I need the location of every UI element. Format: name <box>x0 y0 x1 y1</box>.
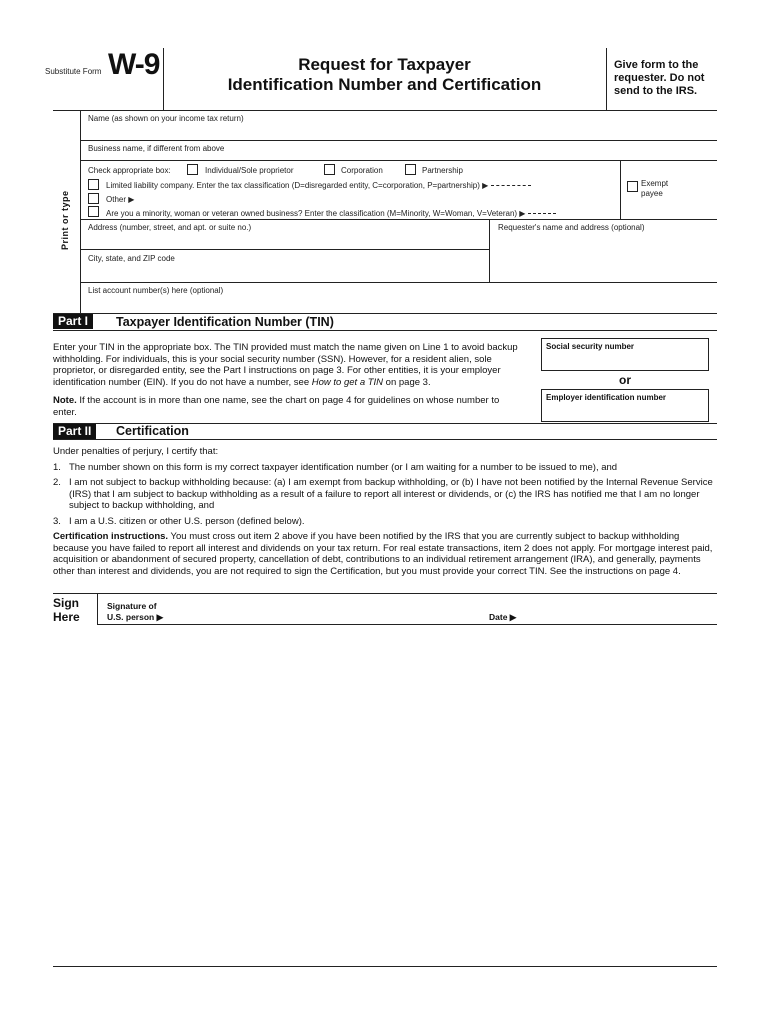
give-form-note: Give form to the requester. Do not send to the IRS. <box>614 59 705 97</box>
partnership-label: Partnership <box>422 166 463 175</box>
item3-text: I am a U.S. citizen or other U.S. person (defined below). <box>69 516 305 527</box>
signature-label: Signature of U.S. person ▶ <box>107 601 164 622</box>
form-number: W-9 <box>108 48 160 81</box>
individual-label: Individual/Sole proprietor <box>205 166 294 175</box>
date-input[interactable] <box>525 598 715 622</box>
part2-title: Certification <box>116 424 189 438</box>
other-checkbox[interactable] <box>88 193 99 204</box>
footer-rule <box>53 966 717 967</box>
ein-label: Employer identification number <box>546 393 667 402</box>
name-label: Name (as shown on your income tax return) <box>88 114 244 123</box>
exempt-payee-label: Exempt payee <box>641 179 669 198</box>
llc-entry-line[interactable] <box>491 185 531 186</box>
requester-input[interactable] <box>490 234 717 281</box>
part1-instructions: Enter your TIN in the appropriate box. The TIN provided must match the name given on Line 1 to avoid backup withholding. For individuals, this is your social security number (SSN). However, for a resident alien, sole proprietor, or disregarded entity, see the Part I instructions on page 3. For other entities, it is your employer identification number (EIN). If you do not have a number, see How to get a TIN on page 3. <box>53 342 518 388</box>
address-label: Address (number, street, and apt. or suite no.) <box>88 223 252 232</box>
ein-field[interactable] <box>541 389 709 422</box>
minority-checkbox[interactable] <box>88 206 99 217</box>
or-label: or <box>619 373 631 387</box>
city-label: City, state, and ZIP code <box>88 254 175 263</box>
item2-number: 2. <box>53 477 61 488</box>
business-name-label: Business name, if different from above <box>88 144 225 153</box>
partnership-checkbox[interactable] <box>405 164 416 175</box>
accounts-input[interactable] <box>81 296 717 312</box>
substitute-form-label: Substitute Form <box>45 67 102 76</box>
exempt-payee-checkbox[interactable] <box>627 181 638 192</box>
check-box-label: Check appropriate box: <box>88 166 171 175</box>
llc-checkbox[interactable] <box>88 179 99 190</box>
individual-checkbox[interactable] <box>187 164 198 175</box>
sign-here-label: Sign Here <box>53 596 80 624</box>
city-input[interactable] <box>81 264 489 281</box>
llc-label: Limited liability company. Enter the tax classification (D=disregarded entity, C=corporation, P=partnership) ▶ <box>106 181 531 190</box>
accounts-label: List account number(s) here (optional) <box>88 286 224 295</box>
part2-tag: Part II <box>53 424 96 439</box>
item1-text: The number shown on this form is my correct taxpayer identification number (or I am waiting for a number to be issued to me), and <box>69 462 618 473</box>
part1-note: Note. If the account is in more than one name, see the chart on page 4 for guidelines on whose number to enter. <box>53 395 500 418</box>
cert-instructions: Certification instructions. You must cross out item 2 above if you have been notified by the IRS that you are currently subject to backup withholding because you have failed to report all interest and dividends on your tax return. For real estate transactions, item 2 does not apply. For mortgage interest paid, acquisition or abandonment of secured property, cancellation of debt, contributions to an individual retirement arrangement (IRA), and generally, payments other than interest and dividends, you are not required to sign the Certification, but you must provide your correct TIN. See the instructions on page 4. <box>53 531 713 577</box>
address-input[interactable] <box>81 234 489 248</box>
item3-number: 3. <box>53 516 61 527</box>
corporation-checkbox[interactable] <box>324 164 335 175</box>
minority-entry-line[interactable] <box>528 213 556 214</box>
name-input[interactable] <box>81 124 717 140</box>
cert-intro: Under penalties of perjury, I certify that: <box>53 446 219 457</box>
signature-input[interactable] <box>180 598 480 622</box>
print-or-type-label: Print or type <box>60 190 70 250</box>
part1-title: Taxpayer Identification Number (TIN) <box>116 315 334 329</box>
date-label: Date ▶ <box>489 612 517 622</box>
corporation-label: Corporation <box>341 166 383 175</box>
other-label: Other ▶ <box>106 195 135 204</box>
ssn-label: Social security number <box>546 342 635 351</box>
item1-number: 1. <box>53 462 61 473</box>
ssn-field[interactable] <box>541 338 709 371</box>
requester-label: Requester's name and address (optional) <box>498 223 645 232</box>
item2-text: I am not subject to backup withholding because: (a) I am exempt from backup withholding, or (b) I have not been notified by the Internal Revenue Service (IRS) that I am subject to backup withholding as a result of a failure to report all interest or dividends, or (c) the IRS has notified me that I am no longer subject to backup withholding, and <box>69 477 713 511</box>
title-line1: Request for Taxpayer <box>298 55 471 74</box>
minority-label: Are you a minority, woman or veteran owned business? Enter the classification (M=Minority, W=Woman, V=Veteran) ▶ <box>106 209 556 218</box>
title-line2: Identification Number and Certification <box>227 75 542 94</box>
part1-tag: Part I <box>53 314 93 329</box>
